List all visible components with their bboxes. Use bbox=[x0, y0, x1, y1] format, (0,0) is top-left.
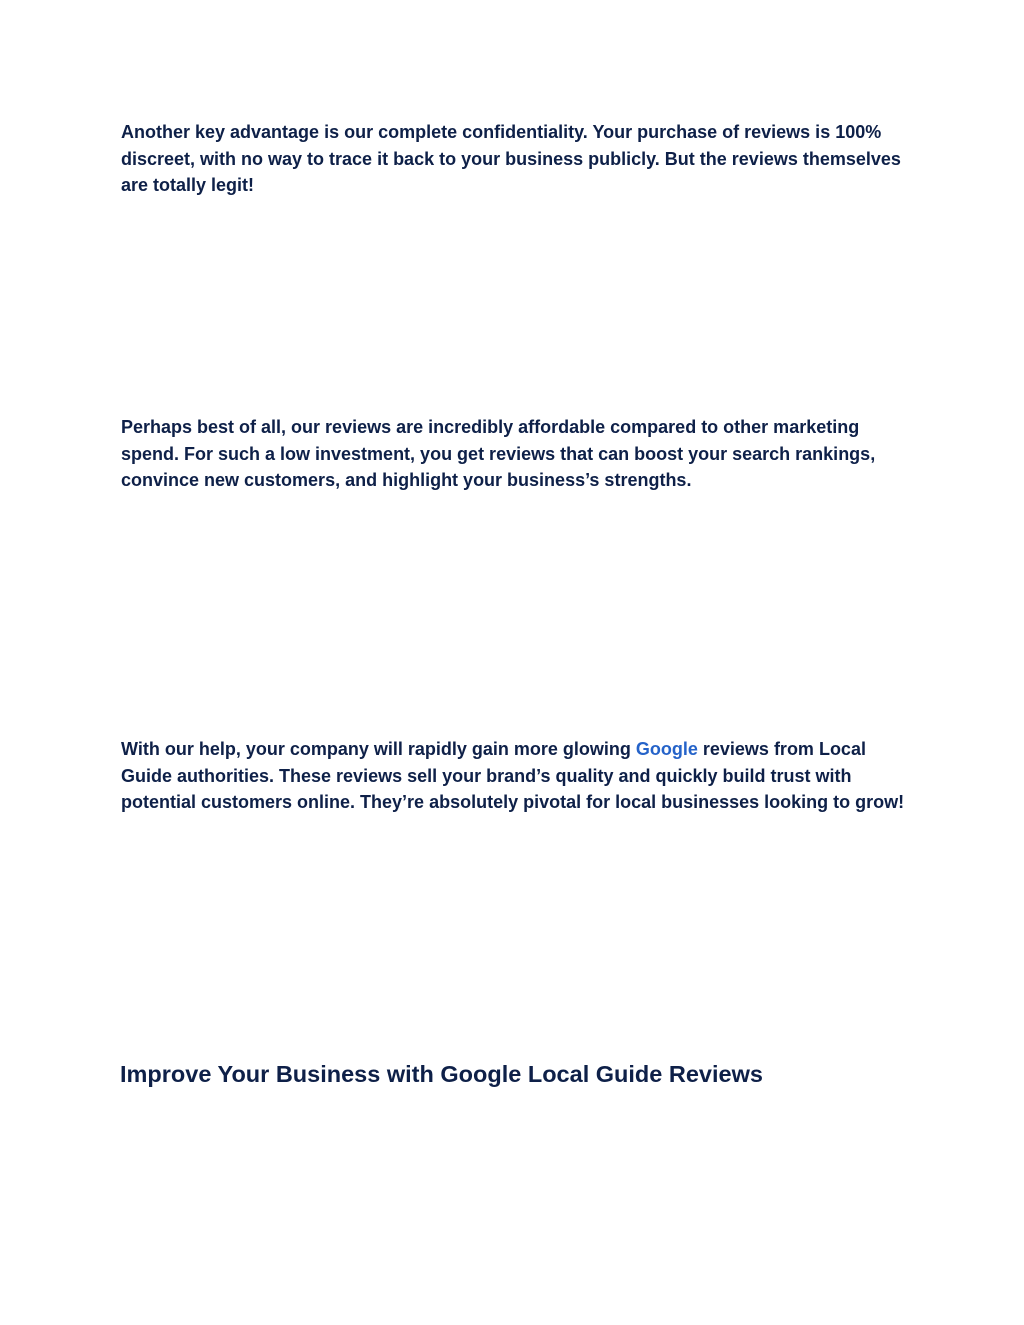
paragraph-affordability: Perhaps best of all, our reviews are incredibly affordable compared to other marketing spend. For such a low investment, you get reviews that can boost your search rankings, convince new customers, and highlight your business’s strengths. bbox=[121, 417, 876, 491]
paragraph-text-before-link: With our help, your company will rapidly gain more glowing bbox=[121, 739, 636, 759]
paragraph-confidentiality: Another key advantage is our complete confidentiality. Your purchase of reviews is 100% discreet, with no way to trace it back to your business publicly. But the reviews themselves are totally legit! bbox=[121, 122, 901, 196]
paragraph-google-reviews bbox=[121, 736, 911, 816]
google-link[interactable]: Google bbox=[635, 739, 698, 759]
paragraph-text-after-link: reviews from Local Guide authorities. These reviews sell your brand’s quality and quickly build trust with potential customers online. They’re absolutely pivotal for local businesses looking to grow! bbox=[121, 739, 905, 813]
section-heading: Improve Your Business with Google Local Guide Reviews bbox=[120, 1061, 763, 1087]
